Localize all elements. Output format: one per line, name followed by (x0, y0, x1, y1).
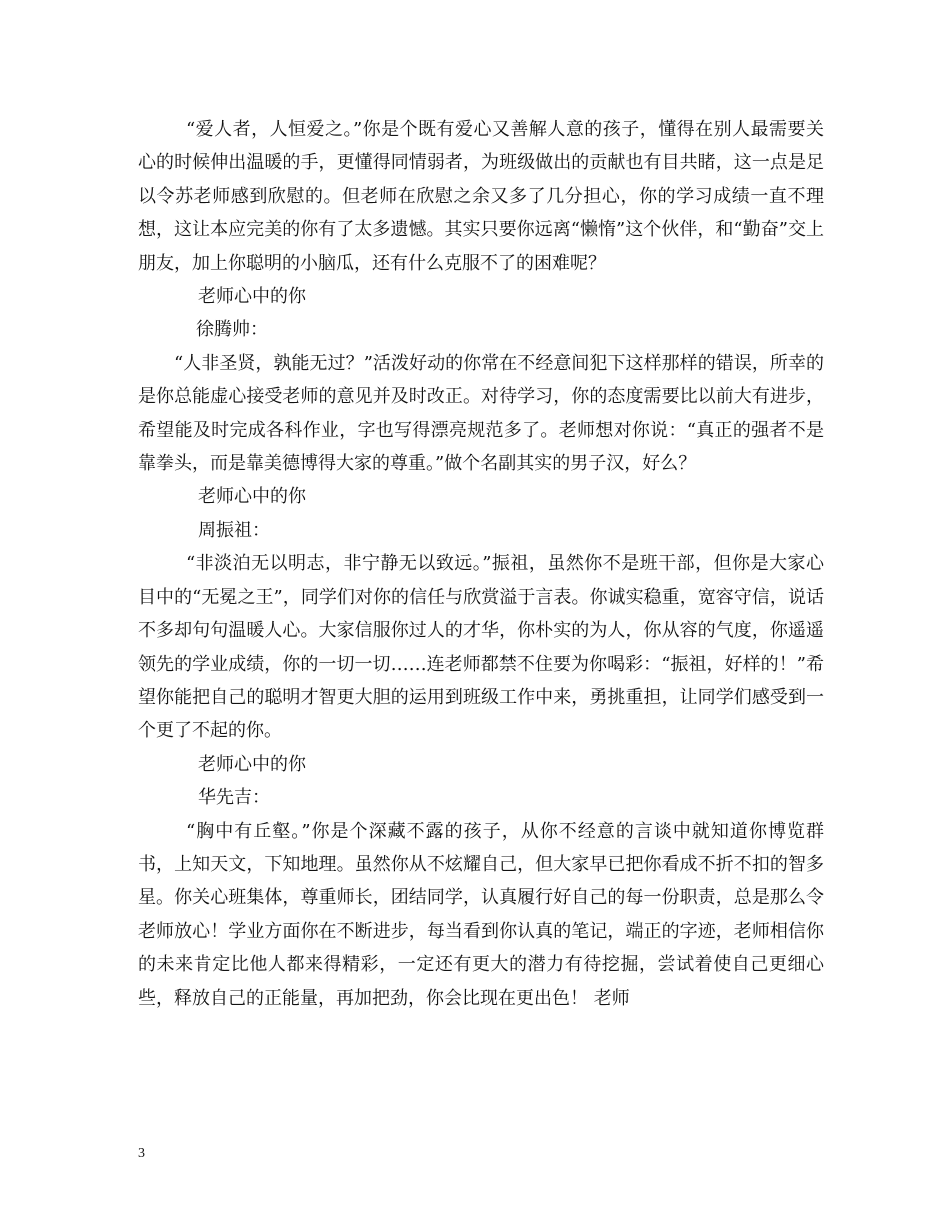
section-heading: 老师心中的你 (198, 753, 306, 775)
student-name: 华先吉： (198, 787, 270, 809)
page-number: 3 (138, 1146, 145, 1161)
section-heading: 老师心中的你 (198, 286, 306, 308)
student-name: 徐腾帅： (196, 319, 268, 341)
paragraph-comment-3: “非淡泊无以明志，非宁静无以致远。”振祖，虽然你不是班干部，但你是大家心目中的“无冕之王”，同学们对你的信任与欣赏溢于言表。你诚实稳重，宽容守信，说话不多却句句温暖人心。大家信服你过人的才华，你朴实的为人，你从容的气度，你遥遥领先的学业成绩，你的一切一切……连老师都禁不住要为你喝彩：“振祖，好样的！”希望你能把自己的聪明才智更大胆的运用到班级工作中来，勇挑重担，让同学们感受到一个更了不起的你。 (138, 553, 824, 742)
paragraph-comment-1: “爱人者，人恒爱之。”你是个既有爱心又善解人意的孩子，懂得在别人最需要关心的时候伸出温暖的手，更懂得同情弱者，为班级做出的贡献也有目共睹，这一点是足以令苏老师感到欣慰的。但老师在欣慰之余又多了几分担心，你的学习成绩一直不理想，这让本应完美的你有了太多遗憾。其实只要你远离“懒惰”这个伙伴，和“勤奋”交上朋友，加上你聪明的小脑瓜，还有什么克服不了的困难呢？ (138, 119, 824, 274)
section-heading: 老师心中的你 (198, 486, 306, 508)
document-body (138, 113, 824, 1015)
paragraph-comment-4: “胸中有丘壑。”你是个深藏不露的孩子，从你不经意的言谈中就知道你博览群书，上知天文，下知地理。虽然你从不炫耀自己，但大家早已把你看成不折不扣的智多星。你关心班集体，尊重师长，团结同学，认真履行好自己的每一份职责，总是那么令老师放心！学业方面你在不断进步，每当看到你认真的笔记，端正的字迹，老师相信你的未来肯定比他人都来得精彩，一定还有更大的潜力有待挖掘，尝试着使自己更细心些，释放自己的正能量，再加把劲，你会比现在更出色！ 老师 (138, 820, 824, 1009)
student-name: 周振祖： (198, 519, 270, 541)
paragraph-comment-2: “人非圣贤，孰能无过？”活泼好动的你常在不经意间犯下这样那样的错误，所幸的是你总能虚心接受老师的意见并及时改正。对待学习，你的态度需要比以前大有进步，希望能及时完成各科作业，字也写得漂亮规范多了。老师想对你说：“真正的强者不是靠拳头，而是靠美德博得大家的尊重。”做个名副其实的男子汉，好么？ (138, 352, 824, 475)
